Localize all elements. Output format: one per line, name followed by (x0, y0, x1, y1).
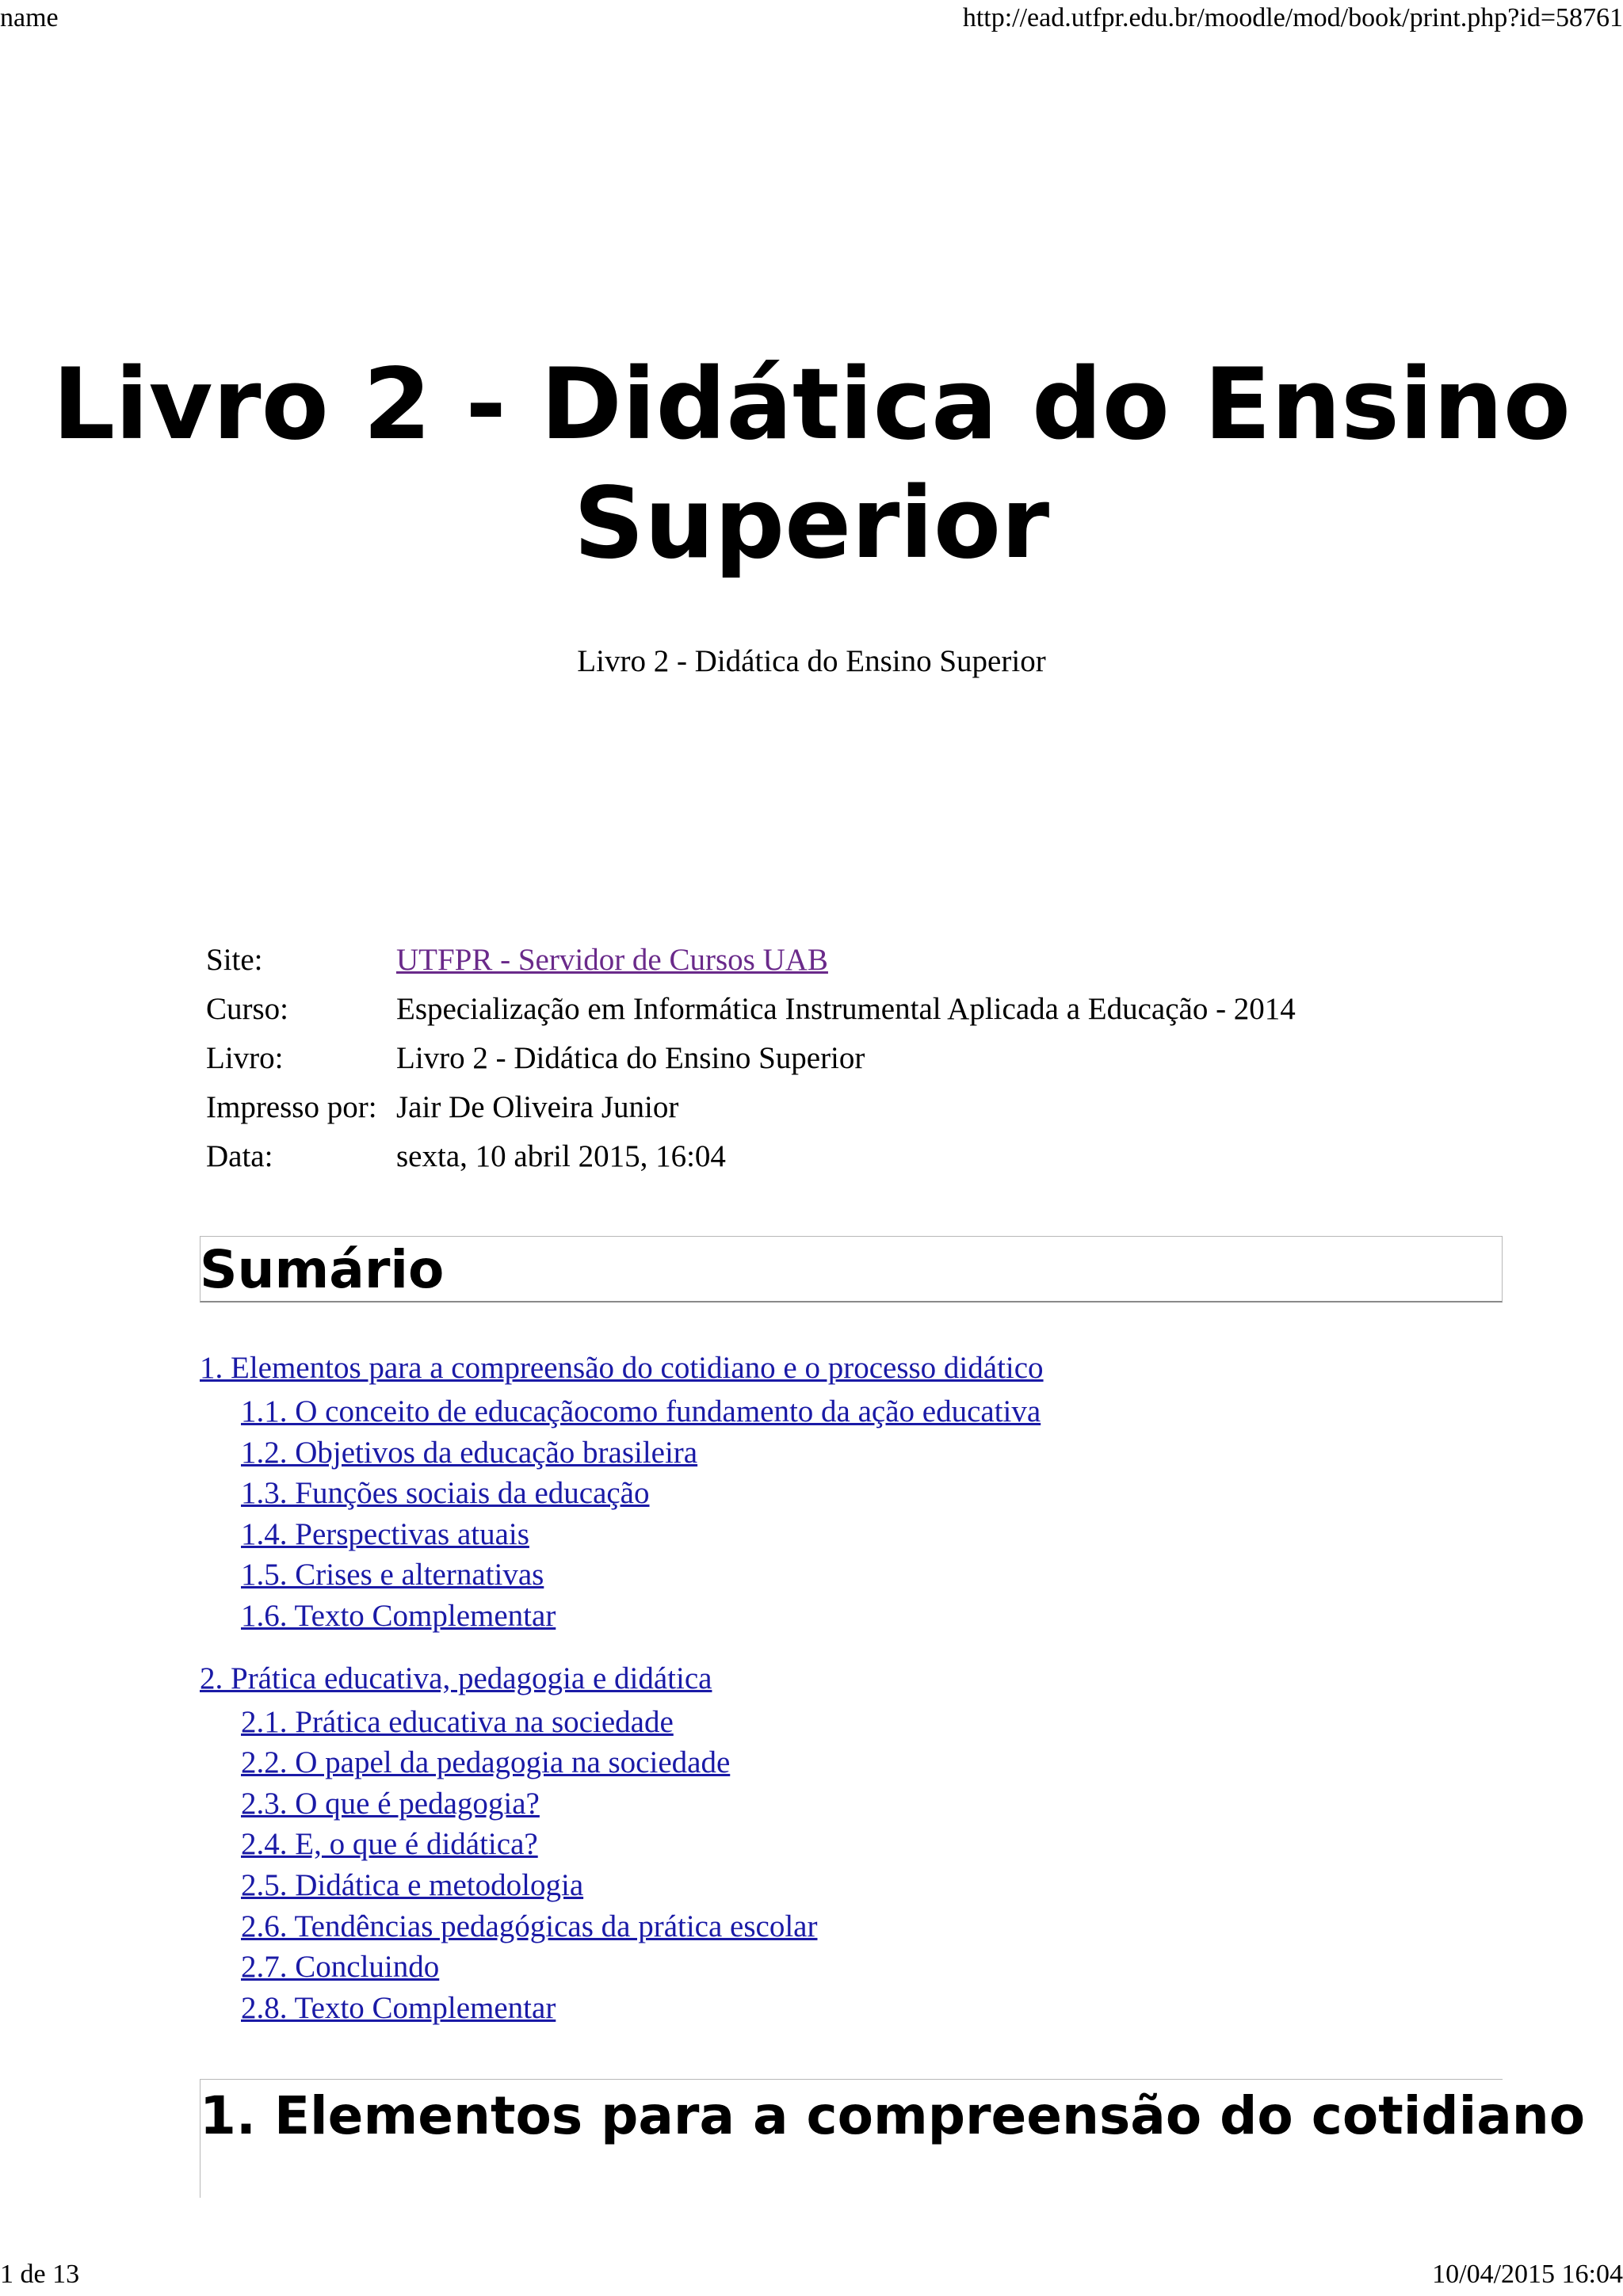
toc-chapter-link[interactable]: 2. Prática educativa, pedagogia e didática (200, 1661, 712, 1695)
toc-section-link[interactable]: 2.4. E, o que é didática? (241, 1827, 538, 1862)
info-label: Curso: (206, 991, 289, 1026)
info-value: sexta, 10 abril 2015, 16:04 (396, 1138, 726, 1173)
site-link[interactable]: UTFPR - Servidor de Cursos UAB (396, 942, 828, 977)
toc-section-link[interactable]: 1.1. O conceito de educaçãocomo fundamento da ação educativa (241, 1394, 1041, 1428)
book-info-table (206, 935, 1296, 1180)
toc-heading: Sumário (200, 1239, 445, 1300)
info-value: Livro 2 - Didática do Ensino Superior (396, 1040, 865, 1075)
info-value: Jair De Oliveira Junior (396, 1089, 679, 1124)
page-counter: 1 de 13 (0, 2260, 80, 2289)
info-row-date (206, 1131, 1296, 1180)
info-label: Site: (206, 942, 263, 977)
book-title: Livro 2 - Didática do Ensino Superior (52, 348, 1571, 581)
info-row-course (206, 984, 1296, 1033)
chapter-heading: 1. Elementos para a compreensão do cotidiano (200, 2085, 1586, 2146)
print-header-url: http://ead.utfpr.edu.br/moodle/mod/book/print.php?id=58761 (962, 3, 1623, 32)
toc-section-link[interactable]: 2.8. Texto Complementar (241, 1990, 556, 2025)
book-subtitle: Livro 2 - Didática do Ensino Superior (577, 644, 1046, 678)
info-row-book (206, 1033, 1296, 1082)
toc-section-link[interactable]: 1.4. Perspectivas atuais (241, 1516, 529, 1551)
table-of-contents (200, 1345, 1044, 2047)
info-label: Data: (206, 1138, 273, 1173)
info-row-printed-by (206, 1082, 1296, 1131)
toc-section-link[interactable]: 2.5. Didática e metodologia (241, 1867, 584, 1902)
toc-section-link[interactable]: 2.6. Tendências pedagógicas da prática escolar (241, 1909, 818, 1943)
toc-section-link[interactable]: 1.6. Texto Complementar (241, 1598, 556, 1633)
toc-section-link[interactable]: 2.1. Prática educativa na sociedade (241, 1704, 674, 1739)
info-row-site (206, 935, 1296, 984)
toc-section-link[interactable]: 2.3. O que é pedagogia? (241, 1786, 540, 1821)
toc-chapter-link[interactable]: 1. Elementos para a compreensão do cotidiano e o processo didático (200, 1351, 1044, 1385)
toc-chapter-group-1 (200, 1345, 1044, 1637)
toc-section-link[interactable]: 1.5. Crises e alternativas (241, 1558, 544, 1592)
toc-section-link[interactable]: 1.3. Funções sociais da educação (241, 1476, 650, 1511)
info-label: Impresso por: (206, 1089, 377, 1124)
toc-chapter-group-2 (200, 1656, 1044, 2029)
toc-section-link[interactable]: 1.2. Objetivos da educação brasileira (241, 1435, 698, 1470)
toc-section-link[interactable]: 2.2. O papel da pedagogia na sociedade (241, 1745, 731, 1780)
print-header-title: name (0, 3, 59, 32)
info-value (396, 935, 1296, 984)
info-value: Especialização em Informática Instrumental Aplicada a Educação - 2014 (396, 991, 1296, 1026)
info-label: Livro: (206, 1040, 284, 1075)
toc-section-link[interactable]: 2.7. Concluindo (241, 1950, 440, 1985)
print-datetime: 10/04/2015 16:04 (1432, 2260, 1623, 2289)
